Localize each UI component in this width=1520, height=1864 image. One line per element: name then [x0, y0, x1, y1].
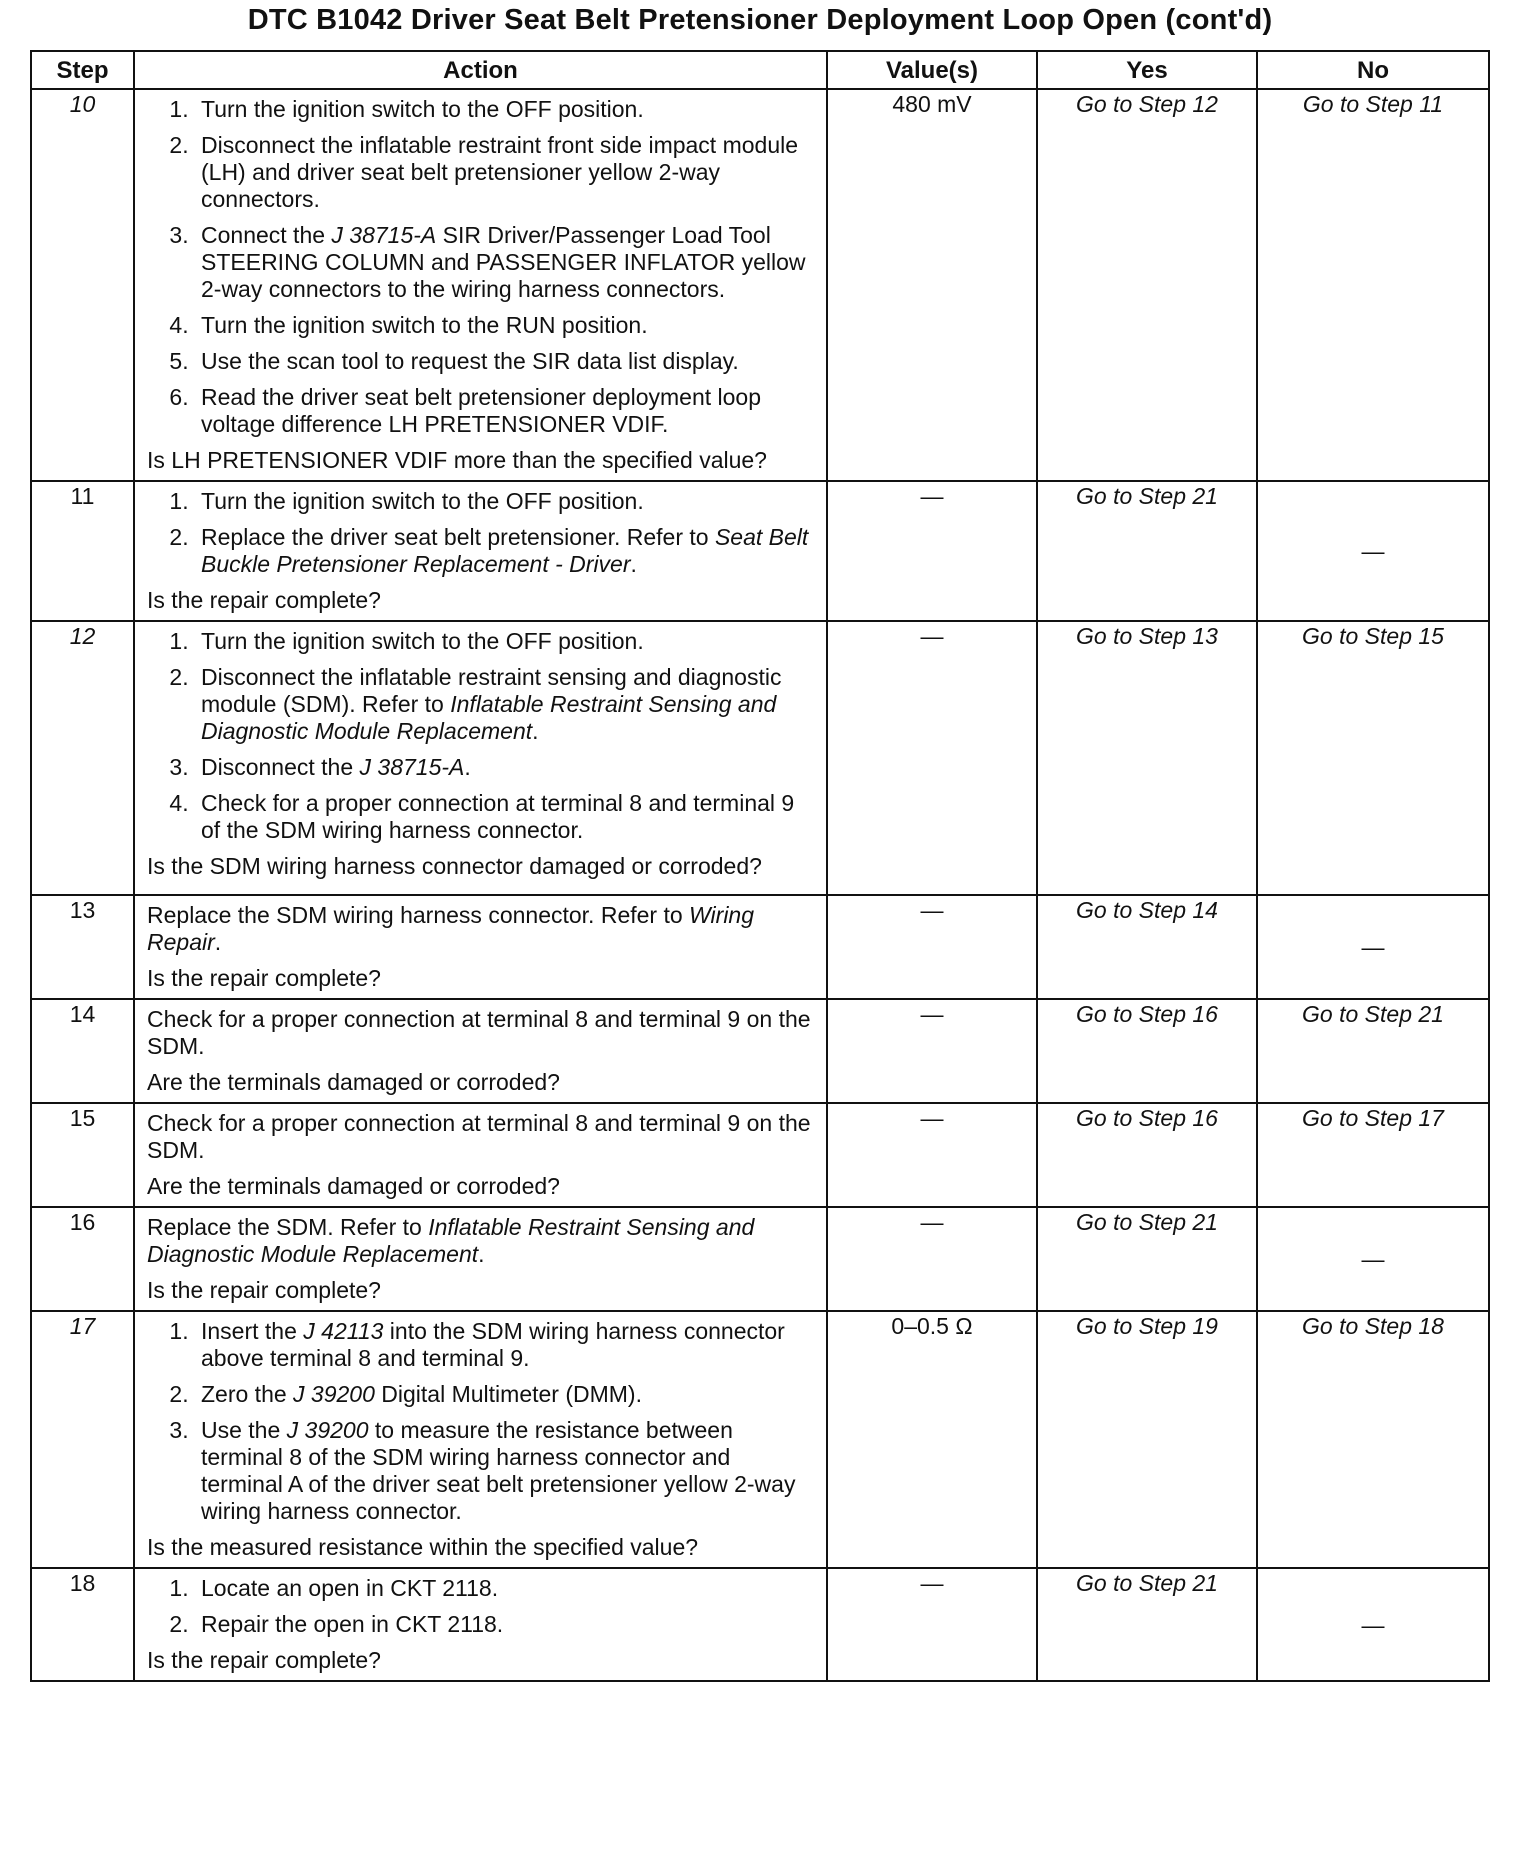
yes-cell: Go to Step 12 — [1037, 89, 1257, 481]
table-row — [31, 1207, 1489, 1311]
table-row — [31, 481, 1489, 621]
action-steps-list — [147, 1575, 814, 1638]
text-part: . — [630, 551, 637, 577]
action-cell — [134, 1207, 827, 1311]
table-row — [31, 1311, 1489, 1568]
no-cell: Go to Step 15 — [1257, 621, 1489, 895]
action-question: Is the repair complete? — [147, 1277, 381, 1303]
text-part: . — [464, 754, 471, 780]
action-step — [195, 790, 814, 844]
yes-cell: Go to Step 21 — [1037, 481, 1257, 621]
step-number — [31, 481, 134, 621]
text-part: Insert the — [201, 1318, 304, 1344]
text-part: Connect the — [201, 222, 332, 248]
step-text: Repair the open in CKT 2118. — [201, 1611, 504, 1637]
table-row — [31, 621, 1489, 895]
step-text: Turn the ignition switch to the OFF position. — [201, 96, 644, 122]
action-question: Are the terminals damaged or corroded? — [147, 1069, 560, 1095]
action-cell — [134, 1568, 827, 1681]
step-number-label: 17 — [69, 1313, 96, 1339]
step-number-label: 14 — [69, 1001, 96, 1027]
action-step — [195, 1417, 814, 1525]
value-cell: 480 mV — [827, 89, 1037, 481]
header-values: Value(s) — [827, 51, 1037, 89]
table-body — [31, 89, 1489, 1681]
action-question: Are the terminals damaged or corroded? — [147, 1173, 560, 1199]
no-cell: — — [1257, 1207, 1489, 1311]
no-cell: Go to Step 11 — [1257, 89, 1489, 481]
step-number-label: 11 — [70, 483, 95, 509]
action-paragraph — [147, 1006, 814, 1060]
table-row — [31, 895, 1489, 999]
reference-link: Seat Belt Buckle Pretensioner Replacement - Driver — [201, 524, 809, 577]
action-question: Is the repair complete? — [147, 965, 381, 991]
text-part: Disconnect the — [201, 754, 360, 780]
text-part: Check for a proper connection at terminal 8 and terminal 9 on the SDM. — [147, 1006, 811, 1059]
header-row — [31, 51, 1489, 89]
no-cell: — — [1257, 895, 1489, 999]
action-step — [195, 754, 814, 781]
step-number — [31, 1568, 134, 1681]
step-text: Turn the ignition switch to the RUN position. — [201, 312, 648, 338]
text-part: Replace the SDM wiring harness connector. Refer to — [147, 902, 690, 928]
value-cell: — — [827, 1103, 1037, 1207]
text-part: Replace the driver seat belt pretensioner. Refer to — [201, 524, 715, 550]
step-text: Turn the ignition switch to the OFF position. — [201, 628, 644, 654]
action-step — [195, 96, 814, 123]
reference-link: Inflatable Restraint Sensing and Diagnostic Module Replacement — [201, 691, 777, 744]
page-title: DTC B1042 Driver Seat Belt Pretensioner Deployment Loop Open (cont'd) — [247, 4, 1273, 36]
table-row — [31, 1568, 1489, 1681]
action-cell — [134, 1103, 827, 1207]
action-step — [195, 664, 814, 745]
action-step — [195, 628, 814, 655]
reference-link: J 39200 — [286, 1417, 369, 1443]
text-part: . — [532, 718, 539, 744]
action-step — [195, 1381, 814, 1408]
action-question: Is the measured resistance within the specified value? — [147, 1534, 699, 1560]
step-number-label: 10 — [69, 91, 96, 117]
step-number-label: 13 — [69, 897, 96, 923]
value-cell: — — [827, 621, 1037, 895]
action-step — [195, 1611, 814, 1638]
action-question: Is the repair complete? — [147, 587, 381, 613]
text-part: . — [478, 1241, 485, 1267]
table-row — [31, 89, 1489, 481]
yes-cell: Go to Step 21 — [1037, 1207, 1257, 1311]
action-question: Is LH PRETENSIONER VDIF more than the specified value? — [147, 447, 767, 473]
action-step — [195, 222, 814, 303]
header-no: No — [1257, 51, 1489, 89]
action-step — [195, 312, 814, 339]
action-step — [195, 132, 814, 213]
action-steps-list — [147, 96, 814, 438]
action-step — [195, 1575, 814, 1602]
table-row — [31, 999, 1489, 1103]
action-step — [195, 524, 814, 578]
text-part: Disconnect the inflatable restraint sensing and diagnostic module (SDM). Refer to — [201, 664, 782, 717]
value-cell: — — [827, 999, 1037, 1103]
yes-cell: Go to Step 16 — [1037, 1103, 1257, 1207]
step-text: Disconnect the inflatable restraint front side impact module (LH) and driver seat belt pretensioner yellow 2-way connectors. — [201, 132, 799, 212]
no-cell: — — [1257, 1568, 1489, 1681]
text-part: SIR Driver/Passenger Load Tool STEERING COLUMN and PASSENGER INFLATOR yellow 2-way connectors to the wiring harness connectors. — [201, 222, 806, 302]
step-text: Read the driver seat belt pretensioner deployment loop voltage difference LH PRETENSIONER VDIF. — [201, 384, 762, 437]
action-paragraph — [147, 1214, 814, 1268]
reference-link: J 38715-A — [331, 222, 437, 248]
action-cell — [134, 895, 827, 999]
action-steps-list — [147, 1318, 814, 1525]
text-part: . — [214, 929, 222, 955]
action-cell — [134, 999, 827, 1103]
step-text: Check for a proper connection at terminal 8 and terminal 9 of the SDM wiring harness connector. — [201, 790, 795, 843]
step-text: Use the scan tool to request the SIR data list display. — [201, 348, 739, 374]
reference-link: J 42113 — [303, 1318, 384, 1344]
step-text: Turn the ignition switch to the OFF position. — [201, 488, 644, 514]
table-row — [31, 1103, 1489, 1207]
action-cell — [134, 481, 827, 621]
step-number — [31, 89, 134, 481]
yes-cell: Go to Step 13 — [1037, 621, 1257, 895]
header-step: Step — [31, 51, 134, 89]
reference-link: Wiring Repair — [147, 902, 755, 955]
yes-cell: Go to Step 16 — [1037, 999, 1257, 1103]
reference-link: Inflatable Restraint Sensing and Diagnostic Module Replacement — [147, 1214, 755, 1267]
action-question: Is the repair complete? — [147, 1647, 381, 1673]
text-part: Use the — [201, 1417, 287, 1443]
text-part: into the SDM wiring harness connector above terminal 8 and terminal 9. — [201, 1318, 785, 1371]
step-number-label: 12 — [69, 623, 96, 649]
step-number-label: 15 — [69, 1105, 96, 1131]
text-part: to measure the resistance between terminal 8 of the SDM wiring harness connector and terminal A of the driver seat belt pretensioner yellow 2-way wiring harness connector. — [201, 1417, 796, 1524]
value-cell: — — [827, 895, 1037, 999]
yes-cell: Go to Step 14 — [1037, 895, 1257, 999]
no-cell: Go to Step 18 — [1257, 1311, 1489, 1568]
no-cell: Go to Step 17 — [1257, 1103, 1489, 1207]
step-number — [31, 621, 134, 895]
action-step — [195, 384, 814, 438]
header-yes: Yes — [1037, 51, 1257, 89]
action-step — [195, 348, 814, 375]
action-paragraph — [147, 902, 814, 956]
action-cell — [134, 621, 827, 895]
action-step — [195, 1318, 814, 1372]
action-paragraph — [147, 1110, 814, 1164]
value-cell: — — [827, 1568, 1037, 1681]
no-cell: Go to Step 21 — [1257, 999, 1489, 1103]
header-action: Action — [134, 51, 827, 89]
step-number — [31, 1103, 134, 1207]
step-text: Locate an open in CKT 2118. — [201, 1575, 499, 1601]
text-part: Replace the SDM. Refer to — [147, 1214, 429, 1240]
value-cell: — — [827, 1207, 1037, 1311]
step-number — [31, 999, 134, 1103]
yes-cell: Go to Step 21 — [1037, 1568, 1257, 1681]
action-steps-list — [147, 488, 814, 578]
action-steps-list — [147, 628, 814, 844]
text-part: Digital Multimeter (DMM). — [374, 1381, 642, 1407]
action-step — [195, 488, 814, 515]
step-number-label: 18 — [69, 1570, 96, 1596]
no-cell: — — [1257, 481, 1489, 621]
diagnostic-table — [30, 50, 1490, 1682]
reference-link: J 38715-A — [359, 754, 465, 780]
action-cell — [134, 1311, 827, 1568]
step-number — [31, 895, 134, 999]
text-part: Zero the — [201, 1381, 294, 1407]
text-part: Check for a proper connection at terminal 8 and terminal 9 on the SDM. — [147, 1110, 811, 1163]
yes-cell: Go to Step 19 — [1037, 1311, 1257, 1568]
action-question: Is the SDM wiring harness connector damaged or corroded? — [147, 853, 762, 879]
reference-link: J 39200 — [293, 1381, 375, 1407]
step-number — [31, 1311, 134, 1568]
step-number-label: 16 — [69, 1209, 96, 1235]
value-cell: — — [827, 481, 1037, 621]
value-cell: 0–0.5 Ω — [827, 1311, 1037, 1568]
step-number — [31, 1207, 134, 1311]
action-cell — [134, 89, 827, 481]
